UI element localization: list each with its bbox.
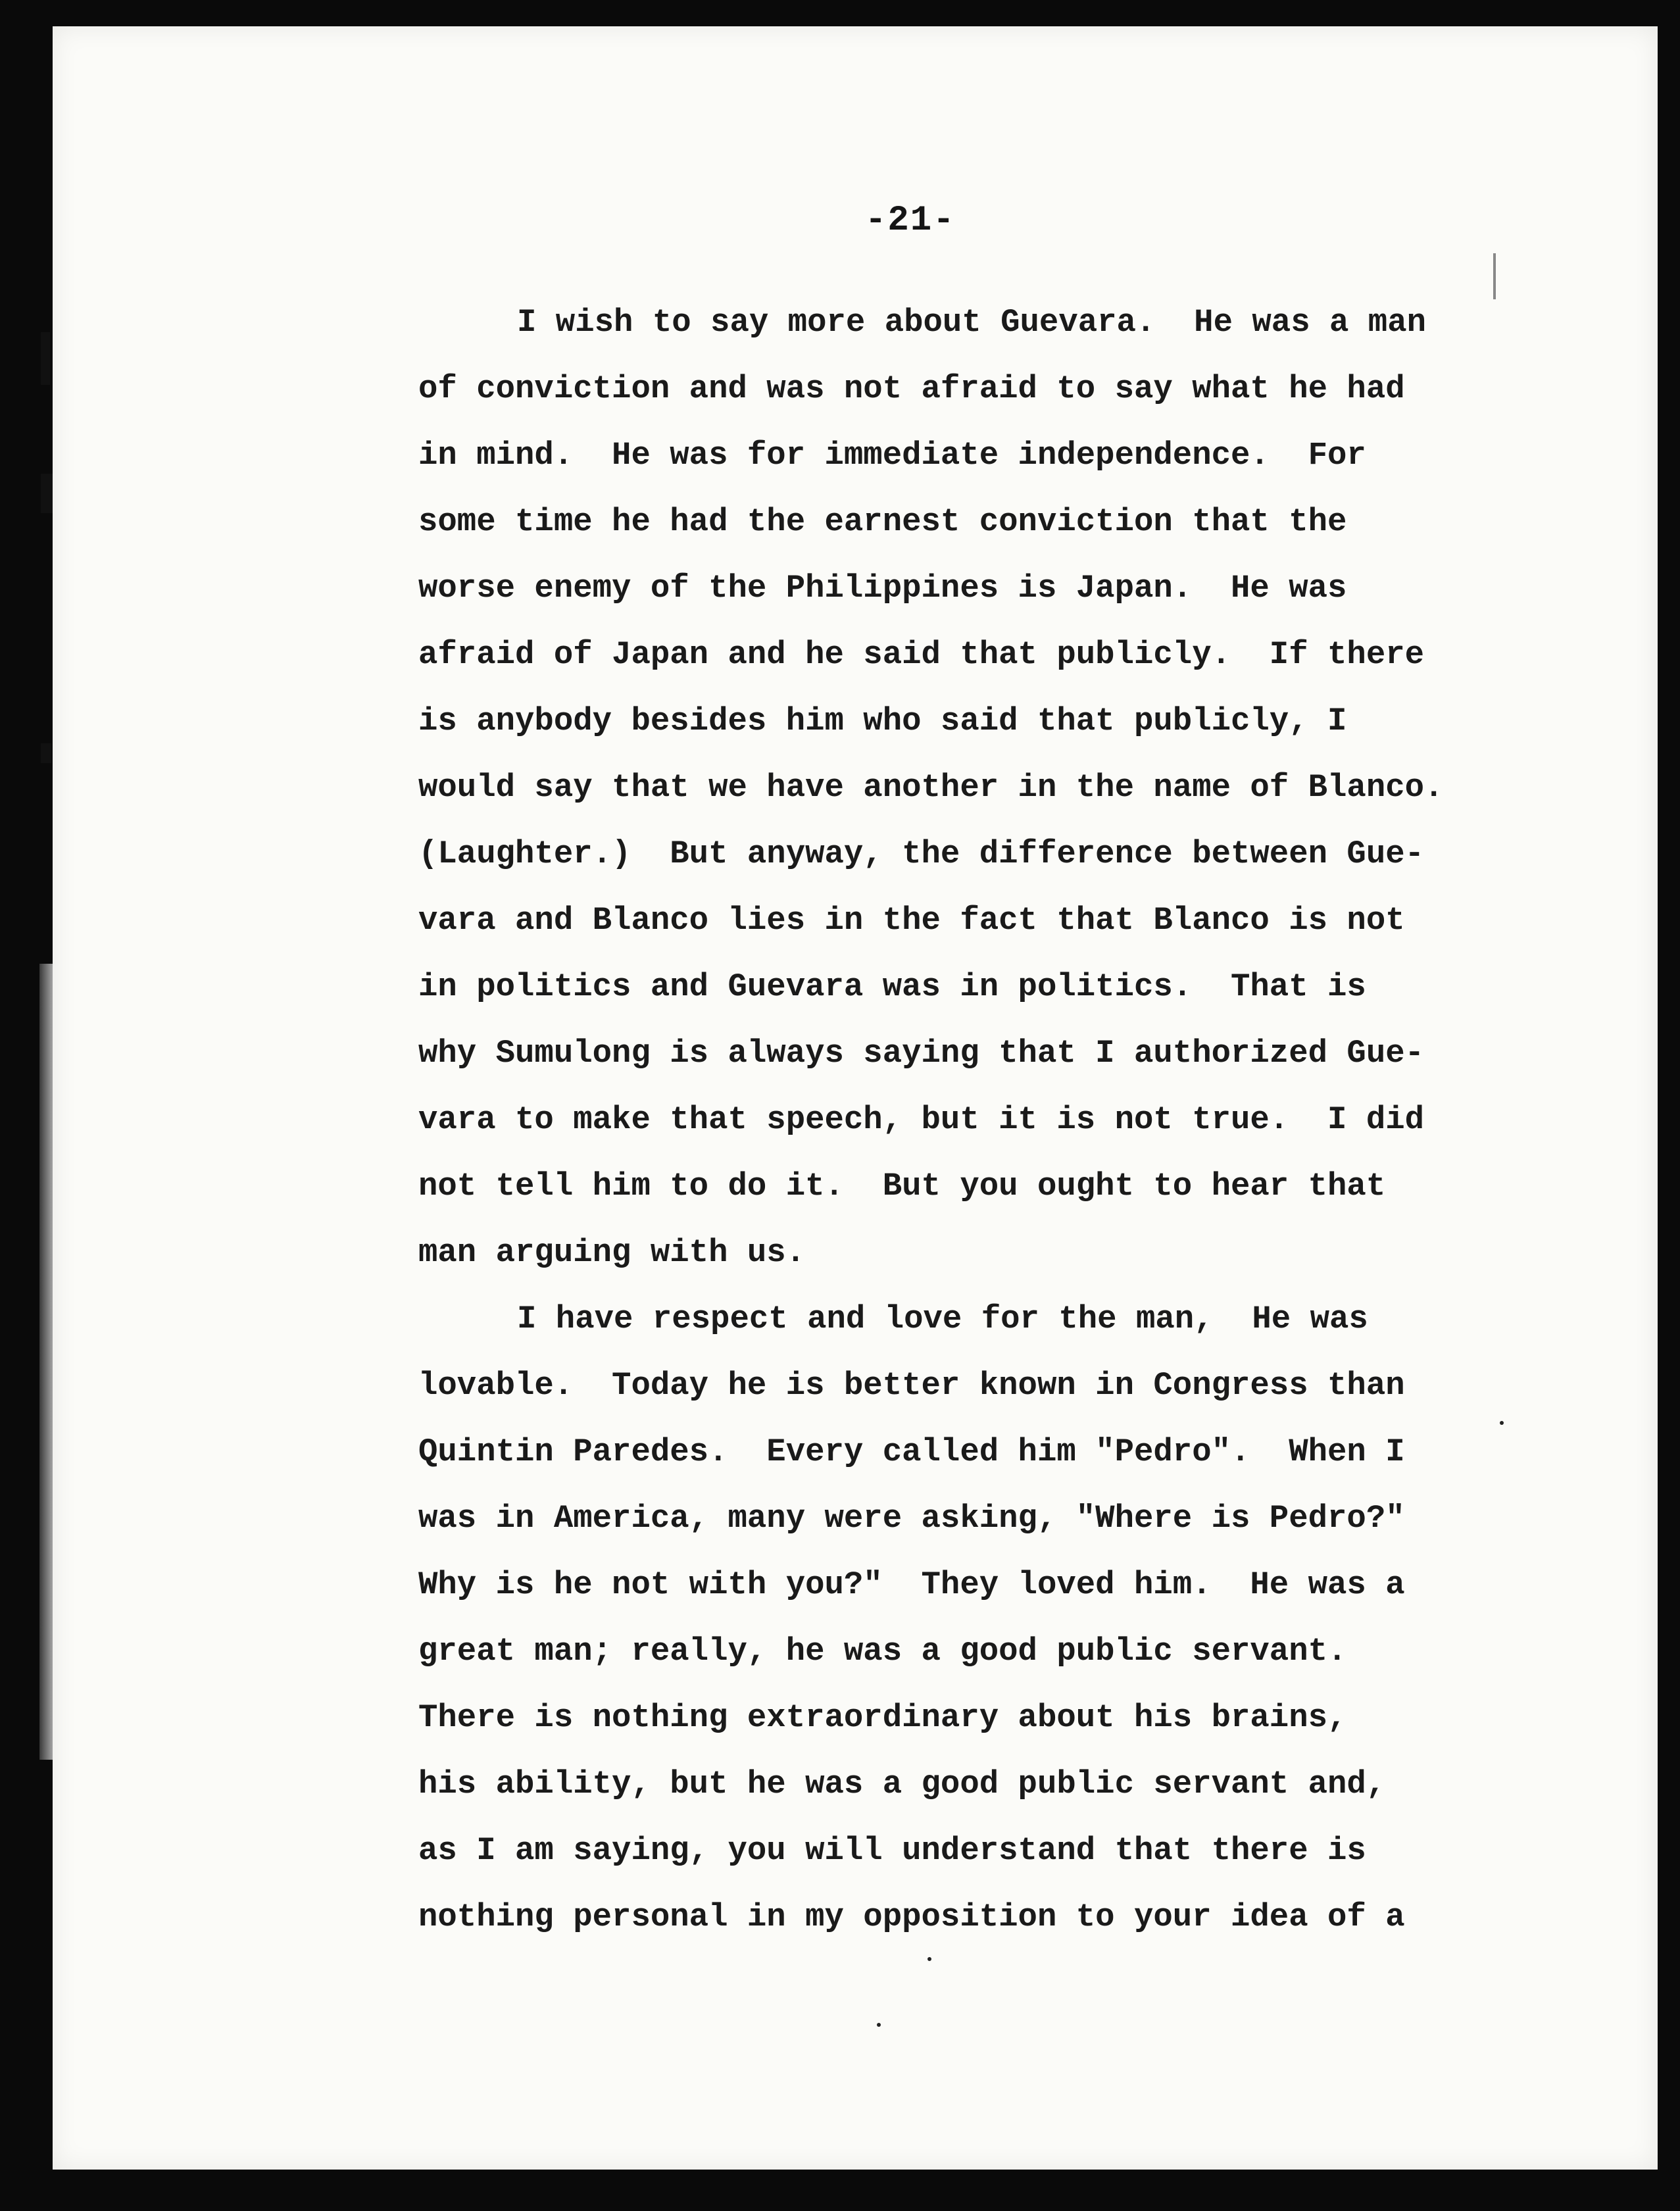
text-line: would say that we have another in the name of Blanco. xyxy=(418,769,1444,806)
text-line: (Laughter.) But anyway, the difference between Gue- xyxy=(418,835,1425,872)
text-line: man arguing with us. xyxy=(418,1234,806,1271)
text-line: Why is he not with you?" They loved him. He was a xyxy=(418,1566,1405,1603)
text-line: is anybody besides him who said that publicly, I xyxy=(418,703,1347,739)
text-line: worse enemy of the Philippines is Japan. He was xyxy=(418,570,1347,607)
text-line: his ability, but he was a good public servant and, xyxy=(418,1766,1386,1802)
text-line: was in America, many were asking, "Where is Pedro?" xyxy=(418,1500,1405,1537)
text-line: vara and Blanco lies in the fact that Blanco is not xyxy=(418,902,1405,939)
ink-speck xyxy=(927,1957,931,1961)
text-line: Quintin Paredes. Every called him "Pedro". When I xyxy=(418,1433,1405,1470)
text-line: of conviction and was not afraid to say what he had xyxy=(418,370,1405,407)
paragraph xyxy=(418,289,1497,1286)
body-text xyxy=(418,289,1497,1950)
text-line: not tell him to do it. But you ought to hear that xyxy=(418,1168,1386,1205)
text-line: afraid of Japan and he said that publicly. If there xyxy=(418,636,1425,673)
text-line: in politics and Guevara was in politics. That is xyxy=(418,968,1366,1005)
text-line: nothing personal in my opposition to your idea of a xyxy=(418,1899,1405,1935)
paragraph xyxy=(418,1286,1497,1950)
edge-tear-mark xyxy=(41,743,51,763)
ink-speck xyxy=(1500,1421,1504,1425)
text-line: I wish to say more about Guevara. He was a man xyxy=(517,304,1427,341)
page-number: -21- xyxy=(865,201,956,241)
text-line: in mind. He was for immediate independence. For xyxy=(418,437,1366,474)
text-line: I have respect and love for the man, He was xyxy=(517,1301,1368,1337)
text-line: some time he had the earnest conviction that the xyxy=(418,503,1347,540)
text-line: vara to make that speech, but it is not true. I did xyxy=(418,1101,1425,1138)
text-line: lovable. Today he is better known in Congress than xyxy=(418,1367,1405,1404)
text-line: There is nothing extraordinary about his brains, xyxy=(418,1699,1347,1736)
text-line: great man; really, he was a good public servant. xyxy=(418,1633,1347,1670)
text-line: as I am saying, you will understand that there is xyxy=(418,1832,1366,1869)
ink-speck xyxy=(877,2023,881,2027)
text-line: why Sumulong is always saying that I authorized Gue- xyxy=(418,1035,1425,1072)
edge-tear-mark xyxy=(41,332,50,385)
